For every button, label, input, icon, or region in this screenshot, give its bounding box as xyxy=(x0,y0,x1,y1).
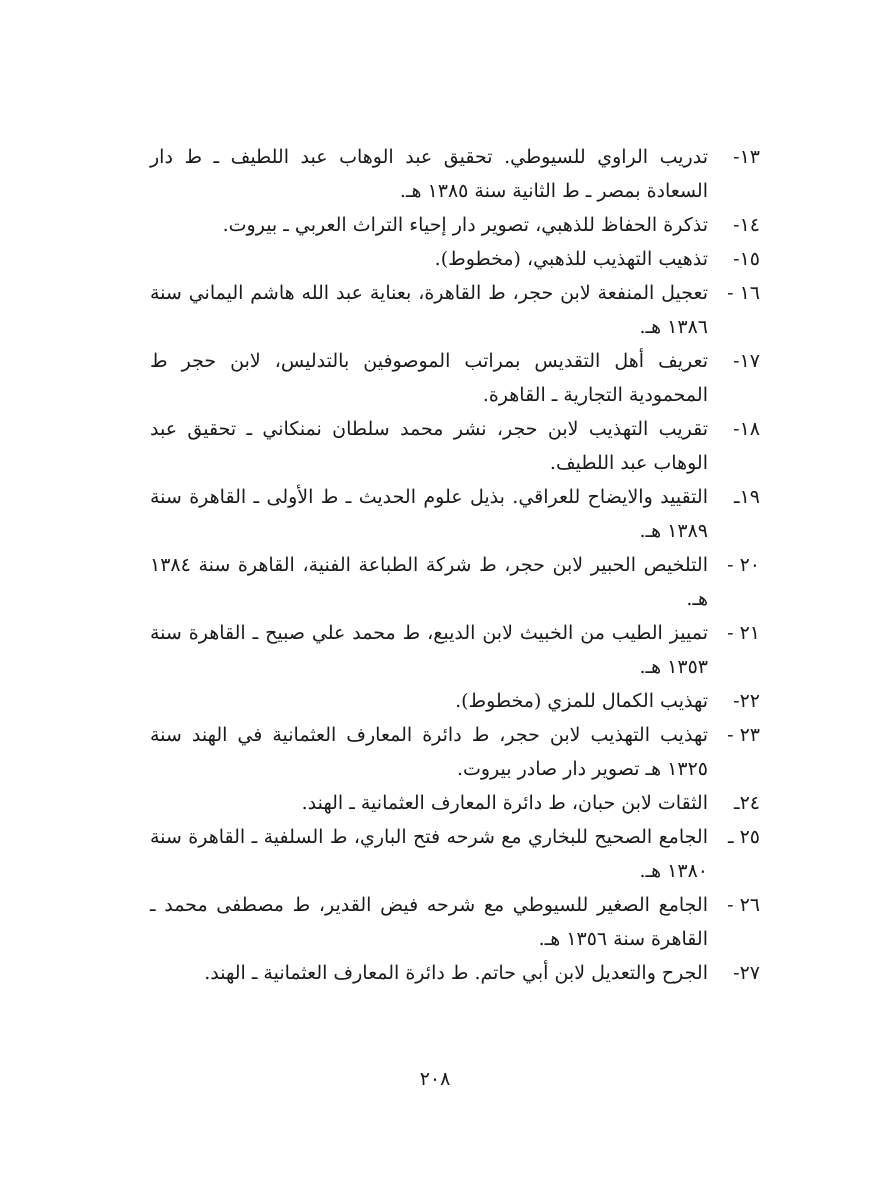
list-item xyxy=(150,344,760,412)
list-item xyxy=(150,412,760,480)
list-item xyxy=(150,684,760,718)
entry-number: ٢٢- xyxy=(733,690,760,712)
entry-text: تهذيب التهذيب لابن حجر، ط دائرة المعارف العثمانية في الهند سنة ١٣٢٥ هـ تصوير دار صادر بيروت. xyxy=(150,724,708,780)
entry-text: التلخيص الحبير لابن حجر، ط شركة الطباعة الفنية، القاهرة سنة ١٣٨٤ هـ. xyxy=(150,554,708,610)
entry-text: تهذيب الكمال للمزي (مخطوط). xyxy=(455,690,708,712)
entry-number: ١٧- xyxy=(733,350,760,372)
entry-number: ٢٥ ـ xyxy=(727,826,760,848)
entry-number: ١٦ - xyxy=(727,282,760,304)
entry-number: ٢٧- xyxy=(733,962,760,984)
entry-text: تذهيب التهذيب للذهبي، (مخطوط). xyxy=(434,248,708,270)
entry-number: ٢٦ - xyxy=(727,894,760,916)
entry-number: ١٥- xyxy=(733,248,760,270)
entry-text: تمييز الطيب من الخبيث لابن الديبع، ط محمد علي صبيح ـ القاهرة سنة ١٣٥٣ هـ. xyxy=(150,622,708,678)
entry-text: التقييد والايضاح للعراقي. بذيل علوم الحديث ـ ط الأولى ـ القاهرة سنة ١٣٨٩ هـ. xyxy=(150,486,708,542)
entry-text: الجامع الصغير للسيوطي مع شرحه فيض القدير، ط مصطفى محمد ـ القاهرة سنة ١٣٥٦ هـ. xyxy=(150,894,708,950)
list-item xyxy=(150,888,760,956)
entry-number: ١٩ـ xyxy=(734,486,760,508)
entry-number: ١٨- xyxy=(733,418,760,440)
list-item xyxy=(150,208,760,242)
entry-text: تدريب الراوي للسيوطي. تحقيق عبد الوهاب عبد اللطيف ـ ط دار السعادة بمصر ـ ط الثانية سنة ١٣٨٥ هـ. xyxy=(150,146,708,202)
entry-number: ١٤- xyxy=(733,214,760,236)
entry-number: ٢١ - xyxy=(727,622,760,644)
entry-text: تقريب التهذيب لابن حجر، نشر محمد سلطان نمنكاني ـ تحقيق عبد الوهاب عبد اللطيف. xyxy=(150,418,708,474)
list-item xyxy=(150,616,760,684)
entry-number: ٢٤ـ xyxy=(734,792,760,814)
entry-text: تعريف أهل التقديس بمراتب الموصوفين بالتدليس، لابن حجر ط المحمودية التجارية ـ القاهرة. xyxy=(150,350,708,406)
page-number: ٢٠٨ xyxy=(419,1068,451,1090)
entry-text: الجامع الصحيح للبخاري مع شرحه فتح الباري، ط السلفية ـ القاهرة سنة ١٣٨٠ هـ. xyxy=(150,826,708,882)
list-item xyxy=(150,548,760,616)
list-item xyxy=(150,242,760,276)
list-item xyxy=(150,276,760,344)
entry-number: ١٣- xyxy=(733,146,760,168)
entry-number: ٢٠ - xyxy=(727,554,760,576)
list-item xyxy=(150,820,760,888)
list-item xyxy=(150,140,760,208)
entry-text: تعجيل المنفعة لابن حجر، ط القاهرة، بعناية عبد الله هاشم اليماني سنة ١٣٨٦ هـ. xyxy=(150,282,708,338)
bibliography-list xyxy=(150,140,760,990)
entry-text: الثقات لابن حبان، ط دائرة المعارف العثمانية ـ الهند. xyxy=(301,792,708,814)
entry-text: الجرح والتعديل لابن أبي حاتم. ط دائرة المعارف العثمانية ـ الهند. xyxy=(204,962,708,984)
entry-number: ٢٣ - xyxy=(727,724,760,746)
list-item xyxy=(150,718,760,786)
entry-text: تذكرة الحفاظ للذهبي، تصوير دار إحياء التراث العربي ـ بيروت. xyxy=(222,214,708,236)
list-item xyxy=(150,786,760,820)
list-item xyxy=(150,956,760,990)
list-item xyxy=(150,480,760,548)
